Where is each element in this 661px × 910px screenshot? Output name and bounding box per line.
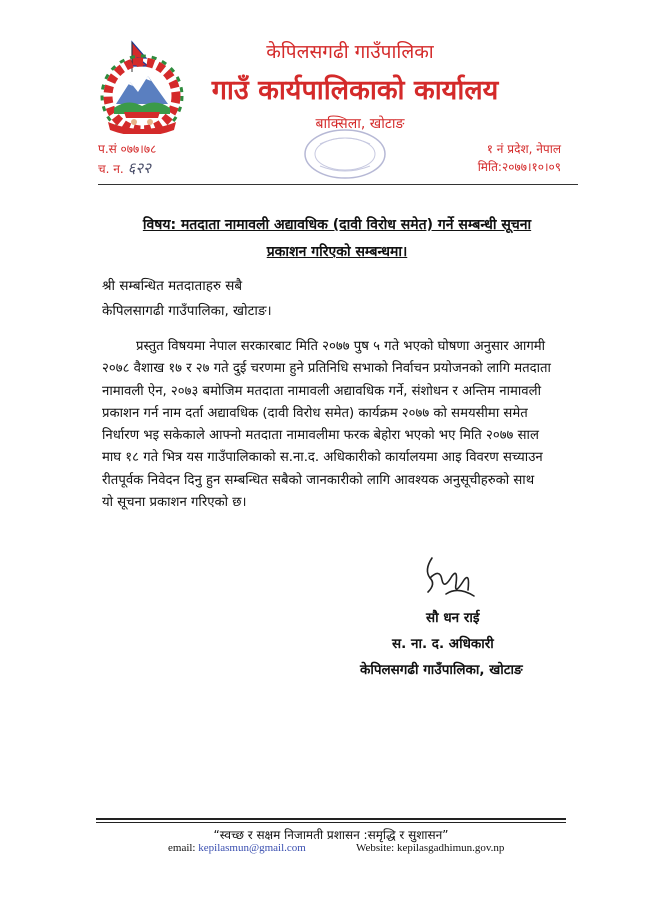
header-divider (98, 184, 578, 185)
letter-date: मिति:२०७७।१०।०९ (477, 160, 561, 174)
email-address[interactable]: kepilasmun@gmail.com (198, 842, 306, 854)
dispatch-number-label: च. न. (98, 162, 124, 176)
office-title: गाउँ कार्यपालिकाको कार्यालय (211, 75, 499, 106)
body-line: प्रकाशन गर्न नाम दर्ता अद्यावधिक (दावी विरोध समेत) कार्यक्रम २०७७ को समयसीमा समेत (102, 405, 528, 421)
addressee-line-2: केपिलसागढी गाउँपालिका, खोटाङ। (102, 303, 272, 319)
letter-subject (102, 212, 572, 266)
body-line: २०७८ वैशाख १७ र २७ गते दुई चरणमा हुने प्रतिनिधि सभाको निर्वाचन प्रयोजनको लागि मतदाता (102, 361, 551, 377)
website-url[interactable]: kepilasgadhimun.gov.np (396, 842, 505, 854)
footer-email (168, 842, 306, 854)
email-label: email: (168, 842, 196, 854)
body-line: प्रस्तुत विषयमा नेपाल सरकारबाट मिति २०७७ पुष ५ गते भएको घोषणा अनुसार आगमी (136, 339, 546, 354)
dispatch-number-value: ६२२ (127, 159, 151, 177)
letter-reference-number: प.सं ०७७।७८ (98, 142, 157, 156)
signatory-designation: स. ना. द. अधिकारी (392, 636, 494, 652)
footer-motto: “स्वच्छ र सक्षम निजामती प्रशासन :समृद्धि र सुशासन” (213, 828, 449, 842)
addressee-line-1: श्री सम्बन्धित मतदाताहरु सबै (102, 278, 243, 294)
signatory-organization: केपिलसगढी गाउँपालिका, खोटाङ (360, 662, 523, 678)
subject-line-1: विषय: मतदाता नामावली अद्यावधिक (दावी विरोध समेत) गर्ने सम्बन्धी सूचना (142, 217, 532, 233)
dispatch-number-row (98, 158, 151, 178)
website-label: Website: (356, 842, 395, 854)
province-label: १ नं प्रदेश, नेपाल (486, 142, 561, 156)
nepal-emblem-icon (88, 38, 196, 134)
municipality-name: केपिलसगढी गाउँपालिका (266, 41, 434, 63)
body-line: यो सूचना प्रकाशन गरिएको छ। (102, 495, 247, 511)
footer-divider (96, 818, 566, 820)
signatory-name: सौ धन राई (426, 610, 480, 626)
handwritten-signature-icon (418, 550, 482, 610)
office-stamp-icon (300, 126, 390, 182)
body-line: नामावली ऐन, २०७३ बमोजिम मतदाता नामावली अद्यावधिक गर्ने, संशोधन र अन्तिम नामावली (102, 383, 541, 399)
body-line: माघ १८ गते भित्र यस गाउँपालिकाको स.ना.द. अधिकारीको कार्यालयमा आइ विवरण सच्याउन (102, 450, 543, 466)
subject-line-2: प्रकाशन गरिएको सम्बन्धमा। (266, 244, 408, 260)
body-line: निर्धारण भइ सकेकाले आफ्नो मतदाता नामावलीमा फरक बेहोरा भएको भए मिति २०७७ साल (102, 428, 539, 444)
notice-body (102, 336, 580, 514)
footer-divider-thin (96, 822, 566, 823)
body-line: रीतपूर्वक निवेदन दिनु हुन सम्बन्धित सबैको जानकारीको लागि आवश्यक अनुसूचीहरुको साथ (102, 472, 535, 488)
footer-website (356, 842, 504, 854)
office-location: बाक्सिला, खोटाङ (315, 116, 405, 132)
